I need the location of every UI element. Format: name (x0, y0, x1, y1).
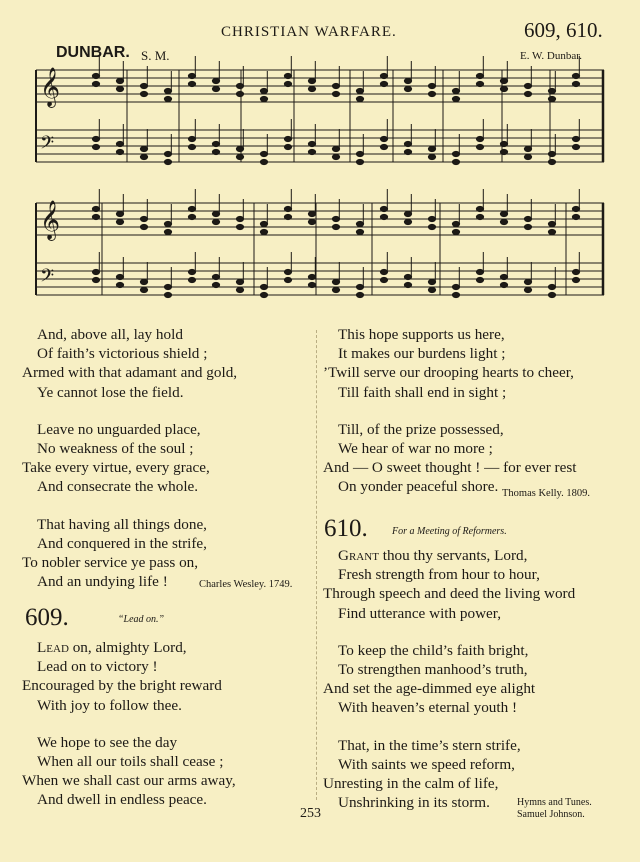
notehead (188, 81, 195, 86)
verse-line: Lead on to victory ! (37, 658, 158, 676)
notehead (308, 78, 315, 83)
notehead (380, 144, 387, 149)
notehead (212, 78, 219, 83)
verse-line: To strengthen manhood’s truth, (338, 661, 528, 679)
notehead (500, 211, 507, 216)
notehead (116, 86, 123, 91)
notehead (236, 224, 243, 229)
verse-line: With joy to follow thee. (37, 696, 182, 714)
notehead (116, 141, 123, 146)
notehead (92, 73, 99, 78)
verse-line: Till, of the prize possessed, (338, 420, 504, 438)
notehead (308, 149, 315, 154)
notehead (428, 83, 435, 88)
notehead (404, 78, 411, 83)
notehead (212, 219, 219, 224)
notehead (308, 282, 315, 287)
notehead (308, 211, 315, 216)
notehead (92, 206, 99, 211)
verse-line: Grant thou thy servants, Lord, (338, 547, 528, 564)
notehead (236, 216, 243, 221)
source-line: Samuel Johnson. (517, 809, 585, 820)
treble-clef: 𝄞 (40, 67, 61, 107)
notehead (548, 221, 555, 226)
notehead (356, 159, 363, 164)
notehead (308, 274, 315, 279)
source-line: Hymns and Tunes. (517, 797, 592, 808)
verse-line: And — O sweet thought ! — for ever rest (323, 459, 577, 477)
page-number: 253 (300, 806, 321, 821)
notehead (524, 224, 531, 229)
notehead (332, 287, 339, 292)
notehead (476, 73, 483, 78)
notehead (140, 146, 147, 151)
page-section-title: CHRISTIAN WARFARE. (221, 24, 397, 40)
verse-line: And, above all, lay hold (37, 326, 183, 343)
verse-line: Encouraged by the bright reward (22, 677, 222, 695)
notehead (140, 216, 147, 221)
notehead (476, 277, 483, 282)
notehead (140, 83, 147, 88)
notehead (452, 96, 459, 101)
verse-line: Of faith’s victorious shield ; (37, 345, 208, 363)
stanza (22, 325, 237, 402)
notehead (188, 269, 195, 274)
notehead (164, 96, 171, 101)
notehead (452, 151, 459, 156)
notehead (284, 136, 291, 141)
notehead (236, 287, 243, 292)
notehead (548, 151, 555, 156)
stanza (323, 420, 577, 497)
notehead (404, 86, 411, 91)
hymn-610-number: 610. (324, 515, 368, 542)
notehead (428, 279, 435, 284)
stanza (22, 420, 237, 497)
hymn-609-occasion: “Lead on.” (118, 614, 165, 625)
verse-line: ’Twill serve our drooping hearts to cheer, (323, 364, 574, 382)
hymn-610-occasion: For a Meeting of Reformers. (392, 526, 507, 537)
notehead (116, 211, 123, 216)
notes (92, 56, 579, 298)
notehead (308, 219, 315, 224)
notehead (284, 277, 291, 282)
notehead (116, 78, 123, 83)
notehead (356, 229, 363, 234)
notehead (284, 144, 291, 149)
notehead (548, 292, 555, 297)
verse-line: To keep the child’s faith bright, (338, 641, 529, 659)
notehead (212, 282, 219, 287)
verse-line: When all our toils shall cease ; (37, 753, 224, 771)
tune-composer: E. W. Dunbar. (520, 50, 583, 62)
notehead (572, 73, 579, 78)
notehead (92, 81, 99, 86)
notehead (236, 146, 243, 151)
notehead (260, 229, 267, 234)
notehead (92, 277, 99, 282)
notehead (476, 206, 483, 211)
verse-line: Unresting in the calm of life, (323, 775, 499, 793)
notehead (212, 86, 219, 91)
notehead (548, 96, 555, 101)
verse-line: Ye cannot lose the field. (37, 383, 184, 401)
notehead (140, 287, 147, 292)
verse-line: On yonder peaceful shore. (338, 478, 499, 496)
notehead (548, 284, 555, 289)
notehead (356, 151, 363, 156)
hymn-numbers: 609, 610. (524, 18, 603, 42)
notehead (188, 144, 195, 149)
notehead (356, 292, 363, 297)
notehead (428, 224, 435, 229)
notehead (524, 287, 531, 292)
notehead (380, 136, 387, 141)
notehead (92, 144, 99, 149)
verse-line: And an undying life ! (37, 573, 168, 591)
verse-line: And dwell in endless peace. (37, 791, 207, 809)
stanza (323, 546, 575, 623)
notehead (452, 88, 459, 93)
notehead (164, 151, 171, 156)
notehead (476, 81, 483, 86)
verse-line: When we shall cast our arms away, (22, 772, 236, 790)
notehead (428, 154, 435, 159)
notehead (188, 277, 195, 282)
first-word: Lead (37, 639, 69, 656)
verse-line: Take every virtue, every grace, (22, 459, 210, 477)
notehead (524, 91, 531, 96)
left-column-verses (22, 325, 237, 591)
notehead (356, 96, 363, 101)
notehead (356, 221, 363, 226)
notehead (476, 269, 483, 274)
notehead (140, 91, 147, 96)
first-word: Grant (338, 547, 379, 564)
notehead (548, 88, 555, 93)
notehead (404, 282, 411, 287)
notehead (548, 229, 555, 234)
verse-line: Unshrinking in its storm. (338, 794, 490, 812)
stanza (323, 325, 577, 402)
notehead (260, 88, 267, 93)
source-credit (517, 797, 592, 821)
notehead (572, 144, 579, 149)
verse-line: Till faith shall end in sight ; (338, 383, 507, 401)
notehead (404, 211, 411, 216)
notehead (140, 279, 147, 284)
notehead (332, 146, 339, 151)
notehead (572, 269, 579, 274)
notehead (308, 86, 315, 91)
staff-lines (36, 70, 604, 295)
verse-line: That having all things done, (37, 515, 207, 533)
stanza (22, 638, 236, 715)
notehead (188, 206, 195, 211)
notehead (332, 279, 339, 284)
notehead (236, 91, 243, 96)
notehead (116, 149, 123, 154)
notehead (284, 269, 291, 274)
verse-line: That, in the time’s stern strife, (338, 736, 521, 754)
notehead (572, 81, 579, 86)
notehead (380, 269, 387, 274)
verse-line: And consecrate the whole. (37, 478, 199, 496)
notehead (572, 277, 579, 282)
notehead (332, 224, 339, 229)
notehead (332, 83, 339, 88)
notehead (260, 221, 267, 226)
notehead (452, 292, 459, 297)
notehead (140, 154, 147, 159)
notehead (188, 136, 195, 141)
notehead (452, 221, 459, 226)
notehead (356, 88, 363, 93)
notehead (428, 91, 435, 96)
notehead (236, 83, 243, 88)
notehead (284, 73, 291, 78)
notehead (284, 81, 291, 86)
notehead (260, 292, 267, 297)
notehead (524, 146, 531, 151)
notehead (428, 287, 435, 292)
music-score (0, 0, 640, 310)
notehead (380, 81, 387, 86)
notehead (260, 151, 267, 156)
hymn-609-number: 609. (25, 604, 69, 631)
verse-line: It makes our burdens light ; (338, 345, 506, 363)
notehead (452, 229, 459, 234)
notehead (332, 91, 339, 96)
notehead (404, 149, 411, 154)
notehead (116, 282, 123, 287)
verse-line: Armed with that adamant and gold, (22, 364, 238, 382)
notehead (236, 279, 243, 284)
notehead (524, 154, 531, 159)
verse-line: Fresh strength from hour to hour, (338, 566, 540, 584)
notehead (476, 136, 483, 141)
notehead (500, 141, 507, 146)
verse-line: We hope to see the day (37, 733, 178, 751)
notehead (92, 269, 99, 274)
verse-line: Lead on, almighty Lord, (37, 639, 187, 656)
notehead (404, 274, 411, 279)
verse-line: And set the age-dimmed eye alight (323, 680, 536, 698)
notehead (452, 159, 459, 164)
verse-line: No weakness of the soul ; (37, 440, 194, 458)
notehead (380, 214, 387, 219)
notehead (236, 154, 243, 159)
notehead (548, 159, 555, 164)
notehead (164, 159, 171, 164)
verse-line: To nobler service ye pass on, (22, 554, 199, 572)
hymn-610-verses (323, 546, 575, 812)
notehead (212, 274, 219, 279)
tune-name: DUNBAR. (56, 44, 130, 61)
notehead (476, 144, 483, 149)
notehead (356, 284, 363, 289)
notehead (92, 214, 99, 219)
attribution-kelly: Thomas Kelly. 1809. (502, 488, 590, 499)
notehead (164, 229, 171, 234)
notehead (284, 214, 291, 219)
verse-line: This hope supports us here, (338, 326, 505, 343)
notehead (572, 206, 579, 211)
notehead (284, 206, 291, 211)
notehead (572, 214, 579, 219)
notehead (164, 221, 171, 226)
notehead (212, 141, 219, 146)
notehead (500, 282, 507, 287)
notehead (260, 284, 267, 289)
notehead (500, 86, 507, 91)
notehead (500, 78, 507, 83)
notehead (404, 219, 411, 224)
notehead (428, 146, 435, 151)
notehead (212, 149, 219, 154)
notehead (116, 219, 123, 224)
clefs (40, 67, 60, 291)
verse-line: With saints we speed reform, (338, 755, 515, 773)
notehead (308, 141, 315, 146)
notehead (524, 216, 531, 221)
notehead (572, 136, 579, 141)
notehead (332, 154, 339, 159)
verse-line: We hear of war no more ; (338, 440, 493, 458)
notehead (380, 73, 387, 78)
notehead (524, 279, 531, 284)
notehead (500, 274, 507, 279)
notehead (500, 149, 507, 154)
notehead (428, 216, 435, 221)
column-divider (316, 330, 318, 800)
hymn-609-verses (22, 638, 236, 810)
notehead (188, 73, 195, 78)
bass-clef: 𝄢 (40, 266, 55, 291)
right-column-verses (323, 325, 577, 497)
verse-line: With heaven’s eternal youth ! (338, 699, 518, 717)
verse-line: Leave no unguarded place, (37, 420, 201, 438)
notehead (500, 219, 507, 224)
notehead (380, 206, 387, 211)
notehead (524, 83, 531, 88)
verse-line: Through speech and deed the living word (323, 585, 576, 603)
treble-clef: 𝄞 (40, 200, 61, 240)
notehead (116, 274, 123, 279)
notehead (404, 141, 411, 146)
notehead (92, 136, 99, 141)
attribution-wesley: Charles Wesley. 1749. (199, 579, 293, 590)
notehead (140, 224, 147, 229)
bass-clef: 𝄢 (40, 133, 55, 158)
stanza (323, 641, 575, 718)
notehead (380, 277, 387, 282)
notehead (260, 159, 267, 164)
notehead (476, 214, 483, 219)
stanza (22, 733, 236, 810)
verse-line: Find utterance with power, (338, 604, 502, 622)
notehead (452, 284, 459, 289)
notehead (332, 216, 339, 221)
notehead (188, 214, 195, 219)
notehead (260, 96, 267, 101)
notehead (164, 284, 171, 289)
verse-line: And conquered in the strife, (37, 534, 207, 552)
notehead (212, 211, 219, 216)
tune-meter: S. M. (141, 48, 170, 63)
notehead (164, 292, 171, 297)
notehead (164, 88, 171, 93)
